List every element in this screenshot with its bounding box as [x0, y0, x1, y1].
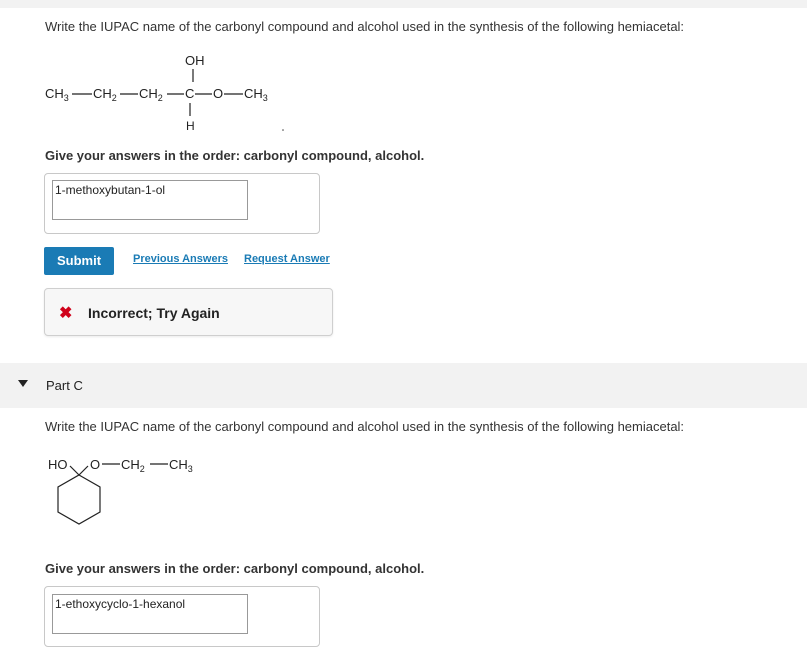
ho-label: HO [48, 457, 68, 472]
request-answer-link[interactable]: Request Answer [244, 253, 330, 265]
question-prompt: Write the IUPAC name of the carbonyl compound and alcohol used in the synthesis of the following hemiacetal: [45, 19, 685, 34]
previous-answers-link[interactable]: Previous Answers [133, 253, 228, 265]
part-c-label: Part C [46, 378, 83, 393]
feedback-message: Incorrect; Try Again [88, 305, 220, 321]
svg-text:CH3 [169, 457, 193, 474]
collapse-arrow-icon[interactable] [18, 380, 28, 387]
ch2a-label: CH [93, 86, 112, 101]
ch2a-sub: 2 [111, 93, 117, 103]
ch3-label: CH [45, 86, 64, 101]
oxygen-label: O [213, 86, 224, 101]
ch2-sub: 2 [139, 464, 145, 474]
ch2b-label: CH [139, 86, 158, 101]
ch3-end-label: CH [244, 86, 263, 101]
part-c-answer-input[interactable]: 1-ethoxycyclo-1-hexanol [52, 594, 248, 634]
bond-ho-c [70, 466, 79, 475]
answer-input[interactable]: 1-methoxybutan-1-ol [52, 180, 248, 220]
ch2b-sub: 2 [157, 93, 163, 103]
svg-text:CH3 [45, 86, 69, 103]
carbon-label: C [185, 86, 195, 101]
part-c-header[interactable] [0, 363, 807, 408]
svg-text:CH2 [121, 457, 145, 474]
submit-button[interactable]: Submit [44, 247, 114, 275]
ch3-c-sub: 3 [187, 464, 193, 474]
svg-text:CH2 [139, 86, 163, 103]
feedback-box [44, 288, 333, 336]
svg-text:CH3 [244, 86, 268, 103]
stray-dot [282, 129, 284, 131]
oxygen-c-label: O [90, 457, 101, 472]
bond-c-o [79, 466, 88, 475]
oh-label: OH [185, 53, 205, 68]
hemiacetal-structure-b [40, 50, 300, 140]
cyclohexane-ring [58, 475, 100, 524]
part-c-answer-order-text: Give your answers in the order: carbonyl compound, alcohol. [45, 561, 425, 576]
incorrect-icon: ✖ [59, 305, 73, 322]
ch3-c-label: CH [169, 457, 188, 472]
ch3-sub: 3 [63, 93, 69, 103]
ch2-label: CH [121, 457, 140, 472]
h-label: H [186, 119, 195, 133]
part-c-prompt: Write the IUPAC name of the carbonyl compound and alcohol used in the synthesis of the following hemiacetal: [45, 419, 685, 434]
ch3-end-sub: 3 [262, 93, 268, 103]
answer-order-text: Give your answers in the order: carbonyl compound, alcohol. [45, 148, 425, 163]
top-bar [0, 0, 807, 8]
svg-text:CH2 [93, 86, 117, 103]
hemiacetal-structure-c [40, 450, 240, 550]
